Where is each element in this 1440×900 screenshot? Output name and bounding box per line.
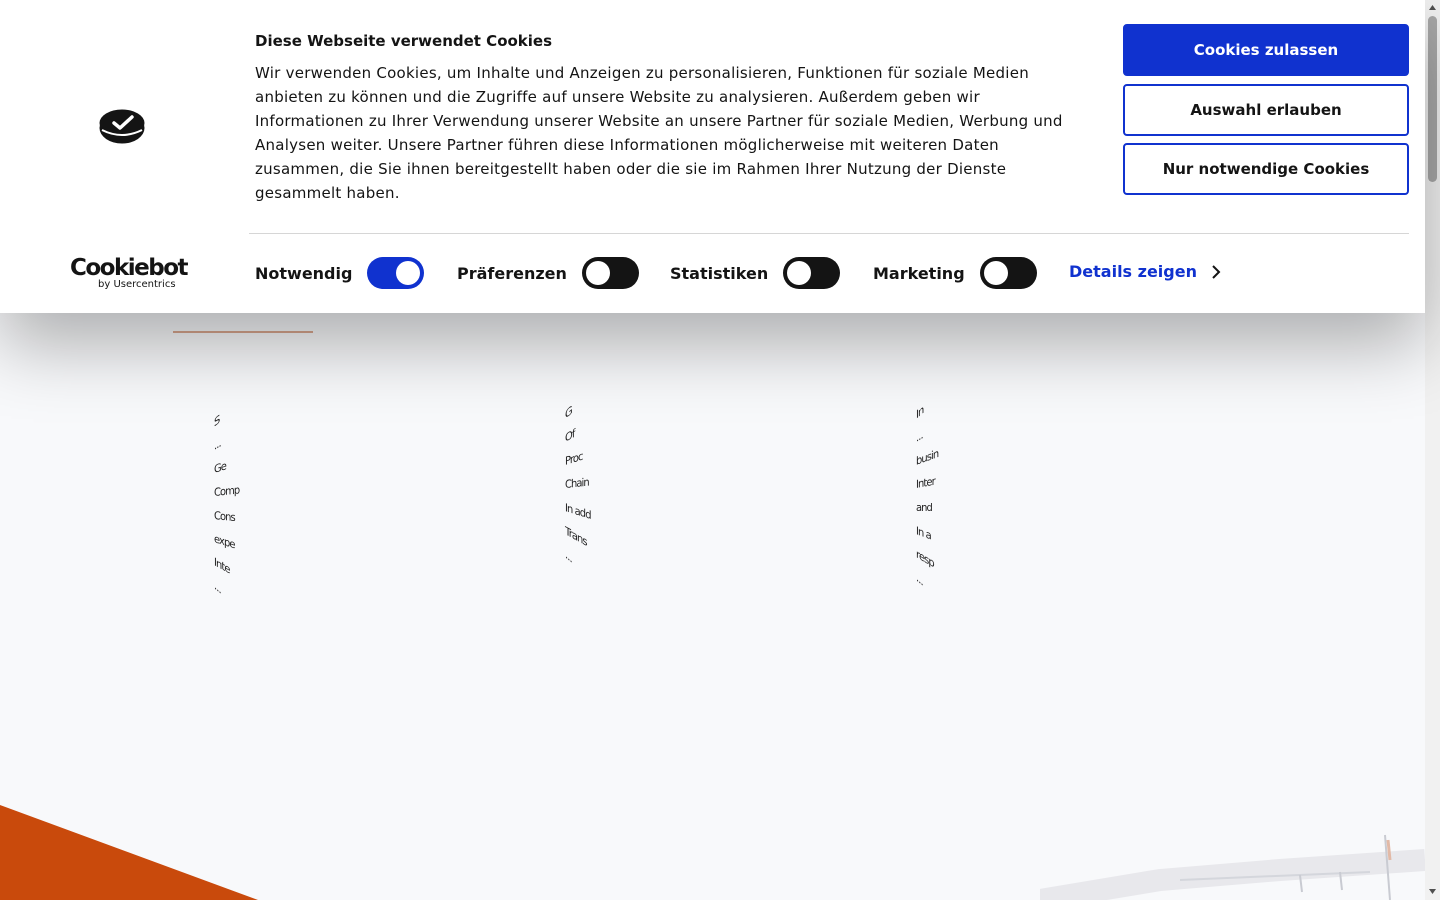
toggle-notwendig[interactable] (367, 257, 424, 289)
building-illustration (1040, 820, 1425, 900)
skewed-text-line: ... (916, 428, 923, 445)
banner-title: Diese Webseite verwendet Cookies (255, 32, 553, 50)
scrollbar-thumb[interactable] (1428, 16, 1437, 182)
skewed-text-line: Chain (565, 475, 589, 491)
cookiebot-brand-sub: by Usercentrics (98, 279, 176, 290)
cookie-consent-banner (0, 0, 1425, 313)
chevron-right-icon (1211, 264, 1221, 280)
show-details-label: Details zeigen (1069, 262, 1197, 281)
skewed-text-line: In add (565, 501, 591, 522)
toggle-knob (787, 261, 811, 285)
toggle-knob (984, 261, 1008, 285)
skewed-text-line: Inter (916, 474, 935, 491)
toggle-label-praeferenzen: Präferenzen (457, 263, 567, 283)
toggle-statistiken[interactable] (783, 257, 840, 289)
toggle-knob (396, 261, 420, 285)
skewed-text-line: Cons (214, 509, 235, 525)
skewed-text-line: Trans (565, 524, 587, 549)
skewed-text-line: Inte (214, 555, 230, 577)
skewed-text-line: In a (916, 524, 931, 543)
scroll-up-arrow-icon[interactable] (1425, 1, 1440, 15)
toggle-praeferenzen-group (457, 256, 639, 290)
toggle-label-marketing: Marketing (873, 263, 965, 283)
show-details-link[interactable] (1069, 262, 1221, 281)
toggle-label-statistiken: Statistiken (670, 263, 769, 283)
necessary-only-button[interactable]: Nur notwendige Cookies (1123, 143, 1409, 195)
skewed-text-line: Comp (214, 483, 240, 499)
vertical-scrollbar[interactable] (1425, 0, 1440, 900)
skewed-text-line: Ge (214, 459, 226, 476)
allow-selection-button[interactable]: Auswahl erlauben (1123, 84, 1409, 136)
skewed-text-column-2 (565, 403, 625, 571)
skewed-text-column-3 (916, 402, 976, 594)
skewed-text-line: ... (565, 547, 572, 566)
skewed-text-line: Proc (565, 449, 583, 468)
skewed-text-line: resp (916, 547, 934, 571)
cookiebot-brand-name: Cookiebot (70, 255, 188, 281)
banner-description: Wir verwenden Cookies, um Inhalte und Anzeigen zu personalisieren, Funktionen für soziale Medien anbieten zu können und die Zugriffe auf unsere Website zu analysieren. Außerdem geben wir Informationen zu Ihrer Verwendung unserer Website an unsere Partner für soziale Medien, Werbung und Analysen weiter. Unsere Partner führen diese Informationen möglicherweise mit weiteren Daten zusammen, die Sie ihnen bereitgestellt haben oder die sie im Rahmen Ihrer Nutzung der Dienste gesammelt haben. (255, 64, 1063, 202)
skewed-text-line: and (916, 501, 932, 514)
skewed-text-line: expe (214, 532, 235, 552)
skewed-text-line: In (916, 402, 924, 422)
skewed-text-line: S (214, 412, 220, 430)
cookiebot-brand-logo (70, 257, 187, 291)
banner-divider (249, 233, 1409, 234)
toggle-notwendig-group (255, 256, 424, 290)
skewed-text-line: ... (214, 578, 221, 597)
allow-all-cookies-button[interactable]: Cookies zulassen (1123, 24, 1409, 76)
skewed-text-line: ... (214, 436, 221, 453)
scroll-down-arrow-icon[interactable] (1425, 884, 1440, 898)
toggle-marketing-group (873, 256, 1037, 290)
skewed-text-line: Of (565, 426, 575, 445)
toggle-praeferenzen[interactable] (582, 257, 639, 289)
toggle-statistiken-group (670, 256, 840, 290)
cookie-check-icon (99, 108, 145, 144)
toggle-label-notwendig: Notwendig (255, 263, 353, 283)
skewed-text-line: G (565, 403, 572, 422)
skewed-text-line: ... (916, 570, 923, 589)
skewed-text-line: busin (916, 446, 939, 468)
toggle-knob (586, 261, 610, 285)
toggle-marketing[interactable] (980, 257, 1037, 289)
